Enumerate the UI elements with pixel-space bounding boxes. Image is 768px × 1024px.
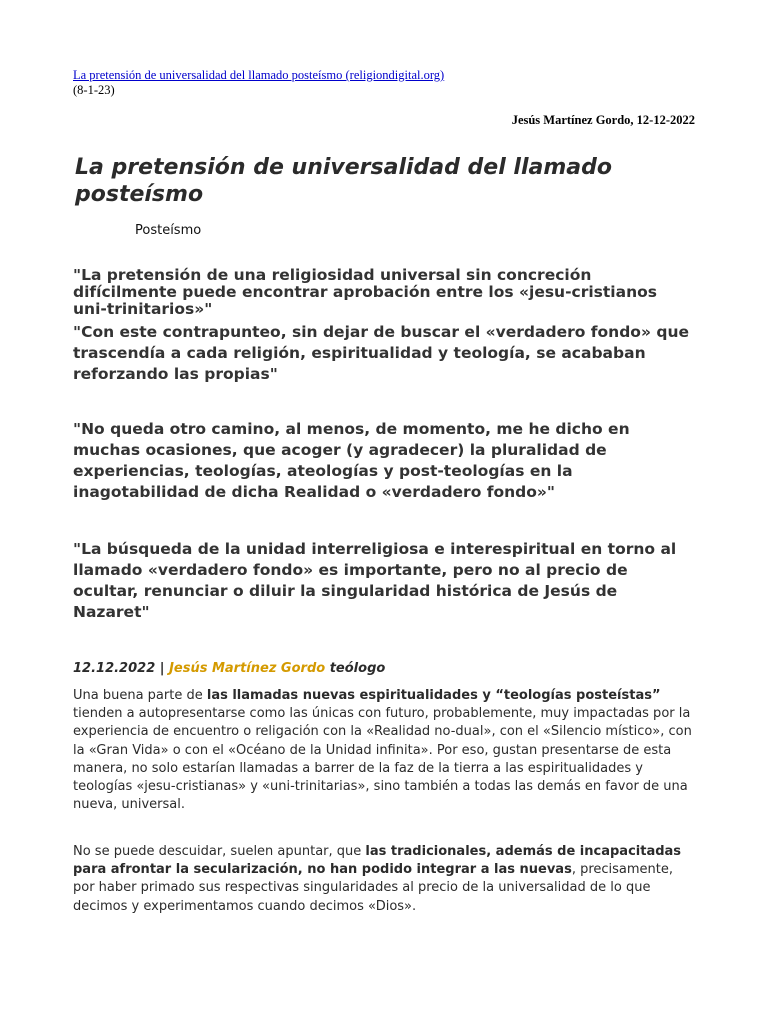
source-date: (8-1-23)	[73, 83, 115, 97]
byline: Jesús Martínez Gordo, 12-12-2022	[511, 113, 695, 127]
paragraph-emphasis: las llamadas nuevas espiritualidades y “teologías posteístas”	[206, 688, 661, 703]
paragraph-text: tienden a autopresentarse como las únicas con futuro, probablemente, muy impactadas por la experiencia de encuentro o religación con la «Realidad no-dual», con el «Silencio místico», con la «Gran Vida» o con el «Océano de la Unidad infinita». Por eso, gustan presentarse de esta manera, no solo estarían llamadas a barrer de la faz de la tierra a las espiritualidades y teologías «jesu-cristianas» y «uni-trinitarias», sino también a todas las demás en favor de una nueva, universal.	[73, 706, 692, 813]
highlight-quotes	[73, 267, 695, 623]
paragraph-text: No se puede descuidar, suelen apuntar, que	[73, 844, 366, 859]
article-meta	[73, 661, 385, 676]
highlight-quote: "No queda otro camino, al menos, de momento, me he dicho en muchas ocasiones, que acoger (y agradecer) la pluralidad de experiencias, teologías, ateologías y post-teologías en la inagotabilidad de dicha Realidad o «verdadero fondo»"	[73, 420, 630, 501]
author-link[interactable]: Jesús Martínez Gordo	[169, 661, 326, 676]
paragraph-text: Una buena parte de	[73, 688, 207, 703]
article-date: 12.12.2022	[73, 661, 156, 676]
highlight-quote: "La búsqueda de la unidad interreligiosa e interespiritual en torno al llamado «verdadero fondo» es importante, pero no al precio de ocultar, renunciar o diluir la singularidad histórica de Jesús de Nazaret"	[73, 540, 677, 621]
article-tag[interactable]: Posteísmo	[135, 223, 202, 238]
article-title: La pretensión de universalidad del llamado posteísmo	[75, 155, 612, 207]
author-role: teólogo	[325, 661, 386, 676]
paragraph-emphasis: las tradicionales, además de incapacitadas para afrontar la secularización, no han podido integrar a las nuevas	[73, 844, 682, 878]
body-paragraph	[73, 843, 695, 916]
meta-separator: |	[155, 661, 170, 676]
source-link[interactable]: La pretensión de universalidad del llamado posteísmo (religiondigital.org)	[73, 68, 445, 82]
highlight-quote: "La pretensión de una religiosidad universal sin concreción difícilmente puede encontrar aprobación entre los «jesu-cristianos uni-trinitarios»"	[73, 266, 657, 318]
highlight-quote: "Con este contrapunteo, sin dejar de buscar el «verdadero fondo» que trascendía a cada religión, espiritualidad y teología, se acababan reforzando las propias"	[73, 323, 689, 383]
body-paragraph	[73, 687, 695, 814]
paragraph-text: , precisamente, por haber primado sus respectivas singularidades al precio de la universalidad de lo que decimos y experimentamos cuando decimos «Dios».	[73, 862, 674, 914]
